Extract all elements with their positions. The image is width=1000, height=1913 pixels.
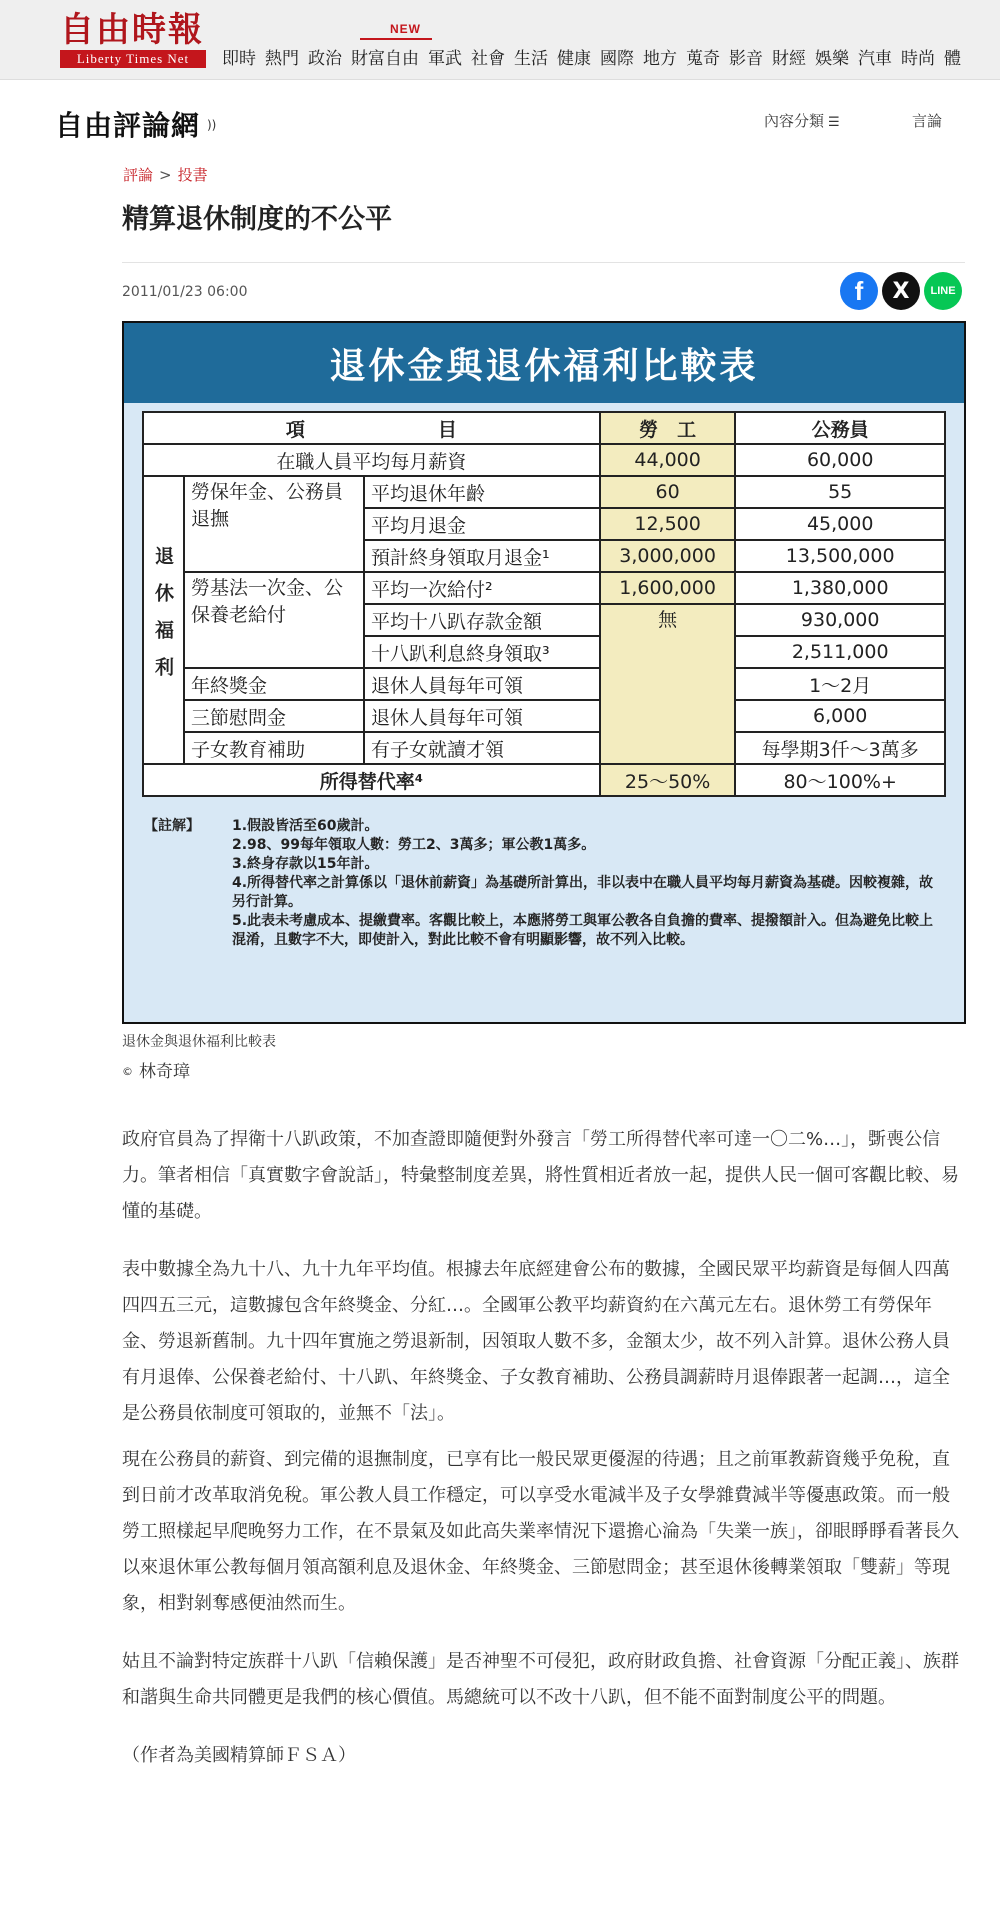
- photo-credit-name: 林奇璋: [139, 1062, 190, 1082]
- nav-item[interactable]: 財富自由: [351, 49, 419, 69]
- nav-item[interactable]: 娛樂: [815, 49, 849, 69]
- notes-tag: 【註解】: [144, 818, 200, 834]
- row-civil: 2,511,000: [735, 636, 945, 668]
- replacement-label: 所得替代率⁴: [143, 764, 600, 796]
- header-labor: 勞 工: [600, 412, 736, 444]
- row-item: 退休人員每年可領: [364, 700, 600, 732]
- main-nav: [222, 44, 970, 69]
- row-civil: 55: [735, 476, 945, 508]
- note-item: 5.此表未考慮成本、提繳費率。客觀比較上，本應將勞工與軍公教各自負擔的費率、提撥額計入。但為避免比較上混淆，且數字不大，即使計入，對此比較不會有明顯影響，故不列入比較。: [232, 913, 934, 948]
- retirement-benefits-label: 退休福利: [143, 476, 184, 764]
- nav-item[interactable]: 健康: [557, 49, 591, 69]
- avg-salary-label: 在職人員平均每月薪資: [143, 444, 600, 476]
- figure-notes: [144, 817, 944, 950]
- article-date: 2011/01/23 06:00: [122, 284, 248, 300]
- group-name: 勞保年金、公務員退撫: [184, 476, 364, 572]
- note-text: 1.假設皆活至60歲計。: [232, 818, 379, 834]
- group-name: 勞基法一次金、公保養老給付: [184, 572, 364, 668]
- nav-item[interactable]: 生活: [514, 49, 548, 69]
- row-item: 預計終身領取月退金¹: [364, 540, 600, 572]
- breadcrumb-root[interactable]: 評論: [123, 166, 154, 184]
- figure-header: [124, 323, 964, 403]
- new-badge-underline: [360, 38, 432, 40]
- article-body: [122, 1122, 967, 1796]
- avg-salary-civil: 60,000: [735, 444, 945, 476]
- article-paragraph: 表中數據全為九十八、九十九年平均值。根據去年底經建會公布的數據，全國民眾平均薪資是每個人四萬四四五三元，這數據包含年終獎金、分紅…。全國軍公教平均薪資約在六萬元左右。退休勞工有勞保年金、勞退新舊制。九十四年實施之勞退新制，因領取人數不多，金額太少，故不列入計算。退休公務人員有月退俸、公保養老給付、十八趴、年終獎金、子女教育補助、公務員調薪時月退俸跟著一起調…，這全是公務員依制度可領取的，並無不「法」。: [122, 1259, 950, 1424]
- opinion-subheader: [0, 80, 1000, 160]
- table-row: [143, 700, 945, 732]
- table-row: [143, 476, 945, 508]
- breadcrumb: [123, 164, 208, 185]
- opinion-brand-logo[interactable]: 自由評論網: [55, 109, 201, 142]
- row-civil: 45,000: [735, 508, 945, 540]
- image-caption: 退休金與退休福利比較表: [122, 1034, 276, 1050]
- row-civil: 6,000: [735, 700, 945, 732]
- note-item: 3.終身存款以15年計。: [232, 856, 379, 872]
- logo-chinese: 自由時報: [60, 10, 204, 50]
- logo-english: Liberty Times Net: [60, 50, 206, 68]
- replacement-labor: 25～50%: [600, 764, 736, 796]
- row-item: 平均一次給付²: [364, 572, 600, 604]
- row-item: 有子女就讀才領: [364, 732, 600, 764]
- opinion-link[interactable]: 言論: [912, 112, 943, 130]
- row-civil: 930,000: [735, 604, 945, 636]
- hamburger-icon: ☰: [828, 115, 840, 130]
- category-menu-button[interactable]: [764, 110, 840, 131]
- top-nav-bar: [0, 0, 1000, 80]
- table-row: [143, 732, 945, 764]
- comparison-table: [142, 411, 946, 797]
- nav-item[interactable]: 時尚: [901, 49, 935, 69]
- avg-salary-labor: 44,000: [600, 444, 736, 476]
- row-name: 年終獎金: [184, 668, 364, 700]
- header-item: 項 目: [143, 412, 600, 444]
- row-labor: 3,000,000: [600, 540, 736, 572]
- row-labor: 12,500: [600, 508, 736, 540]
- nav-item[interactable]: 汽車: [858, 49, 892, 69]
- facebook-icon: f: [854, 275, 864, 306]
- nav-item[interactable]: 即時: [222, 49, 256, 69]
- nav-item[interactable]: 政治: [308, 49, 342, 69]
- facebook-share-button[interactable]: [840, 272, 878, 310]
- table-row: [143, 444, 945, 476]
- x-share-button[interactable]: [882, 272, 920, 310]
- note-item: 4.所得替代率之計算係以「退休前薪資」為基礎所計算出，非以表中在職人員平均每月薪資為基礎。因較複雜，故另行計算。: [232, 875, 934, 910]
- nav-item[interactable]: 地方: [643, 49, 677, 69]
- row-civil: 每學期3仟～3萬多: [735, 732, 945, 764]
- table-row: [143, 572, 945, 604]
- photo-credit: [122, 1057, 190, 1082]
- note-item: [144, 817, 944, 836]
- x-icon: X: [892, 278, 910, 304]
- row-name: 三節慰問金: [184, 700, 364, 732]
- breadcrumb-current[interactable]: 投書: [177, 166, 208, 184]
- comparison-table-image[interactable]: [122, 321, 966, 1024]
- replacement-civil: 80～100%+: [735, 764, 945, 796]
- nav-item[interactable]: 財經: [772, 49, 806, 69]
- article-paragraph: 政府官員為了捍衛十八趴政策，不加查證即隨便對外發言「勞工所得替代率可達一〇二%…」，斲喪公信力。筆者相信「真實數字會說話」，特彙整制度差異，將性質相近者放一起，提供人民一個可客觀比較、易懂的基礎。: [122, 1129, 959, 1222]
- row-item: 平均退休年齡: [364, 476, 600, 508]
- copyright-icon: ©: [122, 1065, 133, 1078]
- article-paragraph: 姑且不論對特定族群十八趴「信賴保護」是否神聖不可侵犯，政府財政負擔、社會資源「分配正義」、族群和諧與生命共同體更是我們的核心價值。馬總統可以不改十八趴，但不能不面對制度公平的問題。: [122, 1651, 959, 1708]
- note-item: 2.98、99每年領取人數：勞工2、3萬多；軍公教1萬多。: [232, 837, 596, 853]
- table-row: [143, 668, 945, 700]
- figure-title: 退休金與退休福利比較表: [329, 345, 759, 387]
- row-item: 平均十八趴存款金額: [364, 604, 600, 636]
- category-menu-label: 內容分類: [764, 112, 825, 130]
- nav-item[interactable]: 熱門: [265, 49, 299, 69]
- row-item: 平均月退金: [364, 508, 600, 540]
- row-labor: 60: [600, 476, 736, 508]
- nav-item[interactable]: 體: [944, 49, 961, 69]
- breadcrumb-separator: >: [159, 166, 172, 184]
- row-civil: 1～2月: [735, 668, 945, 700]
- line-share-button[interactable]: [924, 272, 962, 310]
- new-badge: NEW: [390, 22, 421, 36]
- article-title: 精算退休制度的不公平: [122, 204, 392, 235]
- liberty-times-logo[interactable]: [60, 10, 206, 70]
- row-labor: 1,600,000: [600, 572, 736, 604]
- table-header-row: [143, 412, 945, 444]
- row-labor: 無: [600, 604, 736, 764]
- row-item: 退休人員每年可領: [364, 668, 600, 700]
- row-name: 子女教育補助: [184, 732, 364, 764]
- sound-wave-icon: )): [207, 118, 217, 132]
- row-civil: 1,380,000: [735, 572, 945, 604]
- header-civil: 公務員: [735, 412, 945, 444]
- nav-item[interactable]: 軍武: [428, 49, 462, 69]
- nav-item[interactable]: 影音: [729, 49, 763, 69]
- nav-item[interactable]: 社會: [471, 49, 505, 69]
- nav-item[interactable]: 蒐奇: [686, 49, 720, 69]
- nav-item[interactable]: 國際: [600, 49, 634, 69]
- article-paragraph: 現在公務員的薪資、到完備的退撫制度，已享有比一般民眾更優渥的待遇；且之前軍教薪資幾乎免稅，直到日前才改革取消免稅。軍公教人員工作穩定，可以享受水電減半及子女學雜費減半等優惠政策。而一般勞工照樣起早爬晚努力工作，在不景氣及如此高失業率情況下還擔心淪為「失業一族」，卻眼睜睜看著長久以來退休軍公教每個月領高額利息及退休金、年終獎金、三節慰問金；甚至退休後轉業領取「雙薪」等現象，相對剝奪感便油然而生。: [122, 1449, 959, 1614]
- row-item: 十八趴利息終身領取³: [364, 636, 600, 668]
- title-divider: [122, 262, 965, 263]
- line-icon: LINE: [930, 285, 956, 297]
- table-row: [143, 764, 945, 796]
- article-paragraph: （作者為美國精算師ＦＳＡ）: [122, 1745, 356, 1766]
- row-civil: 13,500,000: [735, 540, 945, 572]
